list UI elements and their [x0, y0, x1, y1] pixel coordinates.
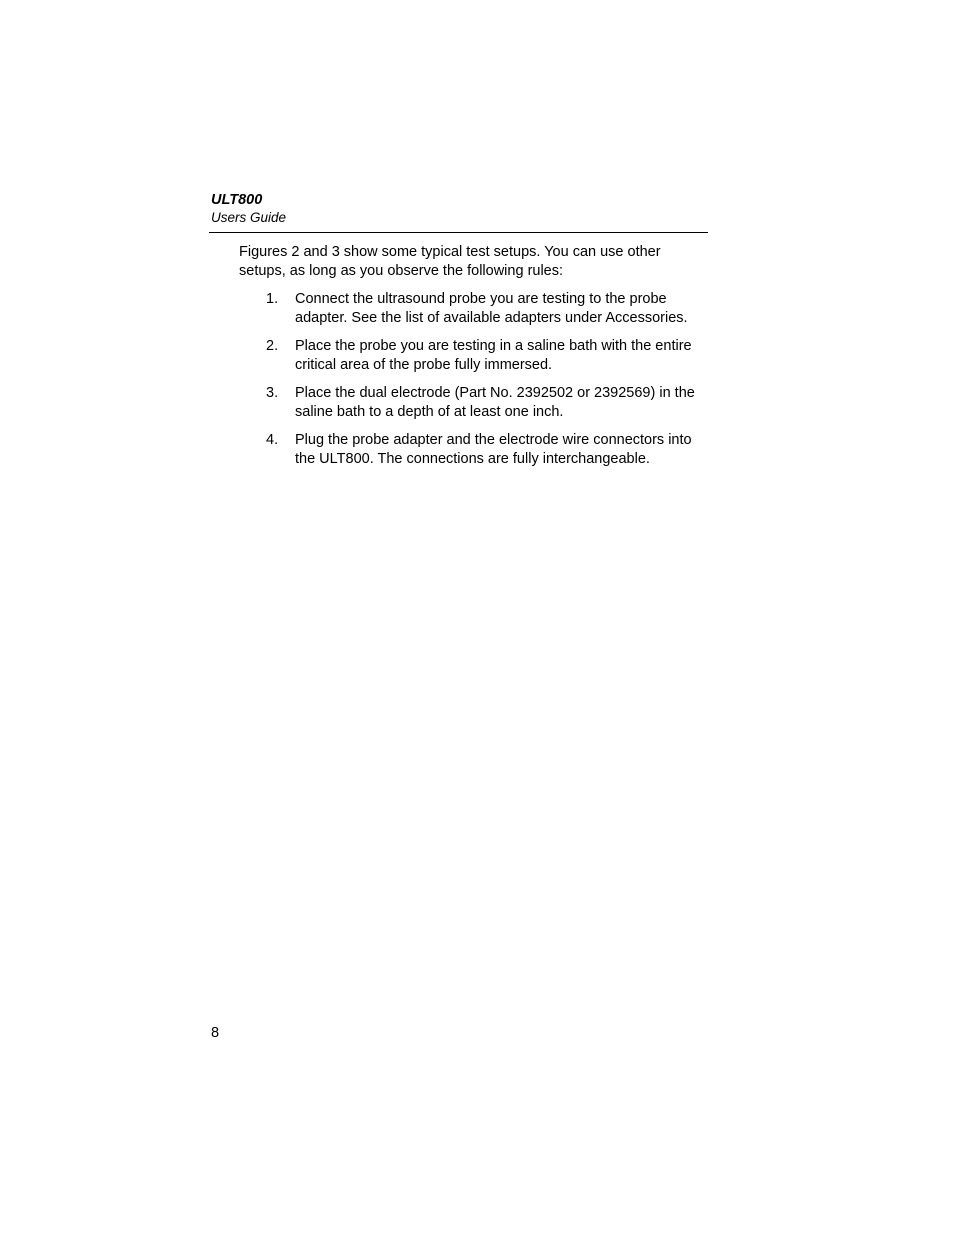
list-item-text: Plug the probe adapter and the electrode wire connectors into the ULT800. The connections are fully interchangeable. — [295, 432, 692, 467]
list-item-number: 3. — [266, 385, 279, 401]
page-number: 8 — [211, 1025, 220, 1041]
list-item — [239, 337, 709, 375]
list-item-number: 1. — [266, 291, 279, 307]
list-item-number: 4. — [266, 432, 279, 448]
rules-list — [239, 290, 709, 478]
intro-paragraph: Figures 2 and 3 show some typical test setups. You can use other setups, as long as you observe the following rules: — [239, 244, 661, 279]
list-item — [239, 431, 709, 469]
list-item-number: 2. — [266, 338, 279, 354]
list-item-text: Connect the ultrasound probe you are testing to the probe adapter. See the list of available adapters under Accessories. — [295, 291, 688, 326]
header-title: ULT800 — [211, 192, 263, 208]
header-subtitle: Users Guide — [211, 210, 287, 225]
list-item — [239, 290, 709, 328]
header-divider — [209, 232, 708, 233]
list-item — [239, 384, 709, 422]
running-header — [211, 191, 708, 227]
list-item-text: Place the probe you are testing in a saline bath with the entire critical area of the probe fully immersed. — [295, 338, 692, 373]
list-item-text: Place the dual electrode (Part No. 2392502 or 2392569) in the saline bath to a depth of at least one inch. — [295, 385, 695, 420]
